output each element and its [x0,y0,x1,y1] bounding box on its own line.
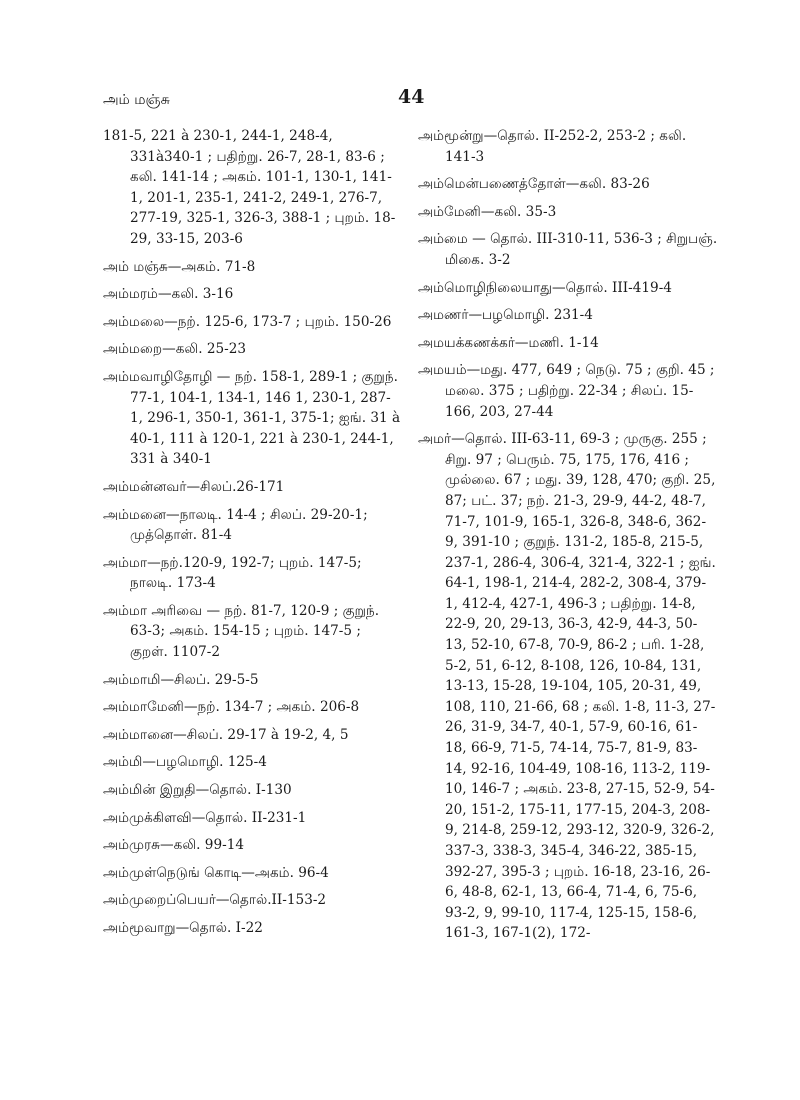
index-entry: அம்மவாழிதோழி — நற். 158-1, 289-1 ; குறுந். 77-1, 104-1, 134-1, 146 1, 230-1, 287-1, 296-1, 350-1, 361-1, 375-1; ஐங். 31 à 40-1, 111 à 120-1, 221 à 230-1, 244-1, 331 à 340-1 [103,368,401,468]
index-entry: அம்முறைப்பெயர்—தொல்.II-153-2 [103,892,327,909]
index-entry: அம்மாமி—சிலப். 29-5-5 [103,671,259,688]
index-entry: அம் மஞ்சு—அகம். 71-8 [103,258,256,275]
index-entry: அம்முரசு—கலி. 99-14 [103,837,244,854]
index-entry: அம்முள்நெடுங் கொடி—அகம். 96-4 [103,864,329,881]
index-entry: அம்மூவாறு—தொல். I-22 [103,920,263,936]
index-entry: அம்மன்னவர்—சிலப்.26-171 [103,478,285,495]
index-entry: அமர்—தொல். III-63-11, 69-3 ; முருகு. 255 ; சிறு. 97 ; பெரும். 75, 175, 176, 416 ; முல்லை. 67 ; மது. 39, 128, 470; குறி. 25, 87; பட். 37; நற். 21-3, 29-9, 44-2, 48-7, 71-7, 101-9, 165-1, 326-8, 348-6, 362-9, 391-10 ; குறுந். 131-2, 185-8, 215-5, 237-1, 286-4, 306-4, 321-4, 322-1 ; ஐங். 64-1, 198-1, 214-4, 282-2, 308-4, 379-1, 412-4, 427-1, 496-3 ; பதிற்று. 14-8, 22-9, 20, 29-13, 36-3, 42-9, 44-3, 50-13, 52-10, 67-8, 70-9, 86-2 ; பரி. 1-28, 5-2, 51, 6-12, 8-108, 126, 10-84, 131, 13-13, 15-28, 19-104, 105, 20-31, 49, 108, 110, 21-66, 68 ; கலி. 1-8, 11-3, 27-26, 31-9, 34-7, 40-1, 57-9, 60-16, 61-18, 66-9, 71-5, 74-14, 75-7, 81-9, 83-14, 92-16, 104-49, 108-16, 113-2, 119-10, 146-7 ; அகம். 23-8, 27-15, 52-9, 54-20, 151-2, 175-11, 177-15, 204-3, 208-9, 214-8, 259-12, 293-12, 320-9, 326-2, 337-3, 338-3, 345-4, 346-22, 385-15, 392-27, 395-3 ; புறம். 16-18, 23-16, 26-6, 48-8, 62-1, 13, 66-4, 71-4, 6, 75-6, 93-2, 9, 99-10, 117-4, 125-15, 158-6, 161-3, 167-1(2), 172- [418,431,716,942]
index-entry: அம்மென்பணைத்தோள்—கலி. 83-26 [418,176,650,193]
index-entry: அம்மா அரிவை — நற். 81-7, 120-9 ; குறுந். 63-3; அகம். 154-15 ; புறம். 147-5 ; குறள். 1107-2 [103,602,380,661]
index-entry: அம்முக்கிளவி—தொல். II-231-1 [103,809,307,826]
index-entry: அம்மானை—சிலப். 29-17 à 19-2, 4, 5 [103,726,349,743]
index-entry: அம்மரம்—கலி. 3-16 [103,286,234,303]
index-entry: அம்மி—பழமொழி. 125-4 [103,754,267,771]
index-entry: அம்மேனி—கலி. 35-3 [418,203,557,220]
index-entry: அமயம்—மது. 477, 649 ; நெடு. 75 ; குறி. 45 ; மலை. 375 ; பதிற்று. 22-34 ; சிலப். 15-166, 203, 27-44 [418,362,715,420]
index-entry: அமணர்—பழமொழி. 231-4 [418,307,593,324]
running-head: அம் மஞ்சு [103,92,170,108]
index-entry: அம்மா—நற்.120-9, 192-7; புறம். 147-5; நாலடி. 173-4 [103,554,362,592]
index-entry: அம்மை — தொல். III-310-11, 536-3 ; சிறுபஞ். மிகை. 3-2 [418,231,718,268]
index-entry: 181-5, 221 à 230-1, 244-1, 248-4, 331à340-1 ; பதிற்று. 26-7, 28-1, 83-6 ; கலி. 141-14 ; அகம். 101-1, 130-1, 141-1, 201-1, 235-1, 241-2, 249-1, 276-7, 277-19, 325-1, 326-3, 388-1 ; புறம். 18-29, 33-15, 203-6 [103,128,396,247]
index-entry: அம்மனை—நாலடி. 14-4 ; சிலப். 29-20-1; முத்தொள். 81-4 [103,506,368,544]
left-column [103,126,401,946]
right-column [418,126,718,951]
index-entry: அம்மூன்று—தொல். II-252-2, 253-2 ; கலி. 141-3 [418,128,687,165]
index-entry: அம்மொழிநிலையாது—தொல். III-419-4 [418,279,672,296]
index-entry: அம்மலை—நற். 125-6, 173-7 ; புறம். 150-26 [103,313,392,330]
index-entry: அம்மின் இறுதி—தொல். I-130 [103,782,292,799]
page-number: 44 [398,86,425,108]
index-entry: அம்மாமேனி—நற். 134-7 ; அகம். 206-8 [103,699,360,716]
index-entry: அம்மறை—கலி. 25-23 [103,341,247,358]
index-entry: அமயக்கணக்கர்—மணி. 1-14 [418,334,599,351]
